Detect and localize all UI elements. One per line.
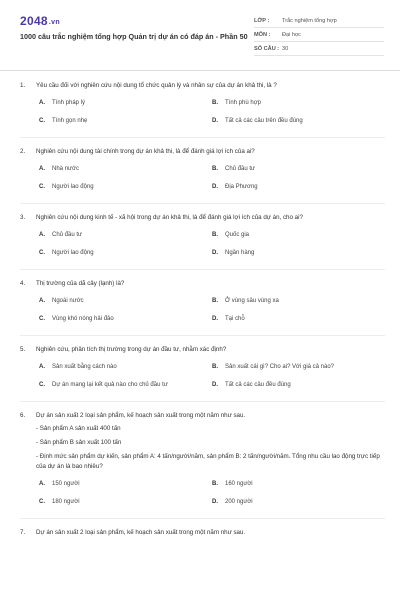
detail-line: - Sản phẩm A sản xuất 400 tấn: [36, 425, 121, 432]
question-divider: [20, 269, 385, 270]
option-letter: C.: [39, 316, 45, 322]
meta-label: MÔN :: [254, 31, 271, 38]
option-c[interactable]: [39, 313, 212, 326]
question-divider: [20, 203, 385, 204]
question-item: [20, 345, 385, 402]
question-text: [20, 81, 385, 91]
option-a[interactable]: [39, 97, 212, 110]
question-number: 3.: [20, 214, 26, 221]
meta-label: LỚP :: [254, 17, 270, 24]
option-text: Nhà nước: [52, 166, 79, 172]
option-letter: B.: [212, 298, 218, 304]
option-text: 200 người: [225, 499, 253, 505]
option-a[interactable]: [39, 295, 212, 308]
option-a[interactable]: [39, 361, 212, 374]
question-text: [20, 147, 385, 157]
question-body: Nghiên cứu nội dung tài chính trong dự án khả thi, là để đánh giá lợi ích của ai?: [36, 148, 255, 155]
meta-row-class: [254, 14, 384, 28]
option-letter: D.: [212, 118, 218, 124]
question-number: 5.: [20, 346, 26, 353]
option-letter: A.: [39, 100, 45, 106]
question-divider: [20, 518, 385, 519]
option-letter: A.: [39, 364, 45, 370]
meta-label: SỐ CÂU :: [254, 45, 280, 52]
options-grid: [20, 295, 385, 326]
question-divider: [20, 137, 385, 138]
question-number: 1.: [20, 82, 26, 89]
question-number: 2.: [20, 148, 26, 155]
site-logo[interactable]: [20, 14, 60, 28]
option-letter: B.: [212, 232, 218, 238]
option-d[interactable]: [212, 181, 385, 194]
option-d[interactable]: [212, 313, 385, 326]
page-header: [0, 0, 400, 70]
detail-line: - Định mức sản phẩm dự kiến, sản phẩm A: 4 tấn/người/năm, sản phẩm B: 2 tấn/người/năm. Tổng nhu cầu lao động trực tiếp của dự án là bao nhiêu?: [36, 453, 380, 470]
option-letter: A.: [39, 481, 45, 487]
option-text: Ngoài nước: [52, 298, 84, 304]
question-number: 6.: [20, 412, 26, 419]
option-letter: C.: [39, 118, 45, 124]
document-title: 1000 câu trắc nghiệm tổng hợp Quản trị dự án có đáp án - Phần 50: [20, 32, 248, 41]
option-text: Tính phù hợp: [225, 100, 261, 106]
option-c[interactable]: [39, 379, 212, 392]
option-b[interactable]: [212, 229, 385, 242]
option-text: Sản xuất cái gì? Cho ai? Với giá cả nào?: [225, 364, 335, 370]
question-item: [20, 147, 385, 204]
question-text: [20, 345, 385, 355]
option-b[interactable]: [212, 478, 385, 491]
question-body: Nghiên cứu nội dung kinh tế - xã hội trong dự án khả thi, là để đánh giá lợi ích của dự án, cho ai?: [36, 214, 303, 221]
question-text: [20, 528, 385, 538]
question-list: [20, 81, 385, 547]
option-b[interactable]: [212, 97, 385, 110]
option-letter: B.: [212, 166, 218, 172]
question-item: [20, 81, 385, 138]
option-letter: D.: [212, 184, 218, 190]
question-details: [20, 424, 385, 472]
option-text: Tại chỗ: [225, 316, 245, 322]
option-letter: D.: [212, 499, 218, 505]
option-text: Quốc gia: [225, 232, 250, 238]
options-grid: [20, 229, 385, 260]
options-grid: [20, 361, 385, 392]
meta-row-subject: [254, 28, 384, 42]
option-a[interactable]: [39, 163, 212, 176]
option-text: Người lao động: [52, 184, 94, 190]
option-text: 180 người: [52, 499, 80, 505]
option-text: Dự án mang lại kết quả nào cho chủ đầu tư: [52, 382, 168, 388]
option-text: Tính gọn nhẹ: [52, 118, 88, 124]
option-text: Tất cả các câu trên đều đúng: [225, 118, 303, 124]
option-a[interactable]: [39, 478, 212, 491]
question-text: [20, 279, 385, 289]
logo-suffix: .vn: [48, 19, 60, 26]
option-letter: D.: [212, 382, 218, 388]
option-text: Ngân hàng: [225, 250, 255, 256]
question-text: [20, 411, 385, 421]
question-body: Yêu cầu đối với nghiên cứu nội dung tổ chức quản lý và nhân sự của dự án khả thi, là ?: [36, 82, 277, 89]
option-a[interactable]: [39, 229, 212, 242]
meta-row-count: [254, 42, 384, 56]
meta-value: Trắc nghiệm tổng hợp: [282, 17, 337, 24]
option-text: Sản xuất bằng cách nào: [52, 364, 117, 370]
question-divider: [20, 335, 385, 336]
question-body: Dự án sản xuất 2 loại sản phẩm, kế hoạch sản xuất trong một năm như sau.: [36, 529, 246, 536]
option-text: 160 người: [225, 481, 253, 487]
option-text: Chủ đầu tư: [225, 166, 256, 172]
option-d[interactable]: [212, 115, 385, 128]
option-b[interactable]: [212, 163, 385, 176]
question-divider: [20, 401, 385, 402]
option-b[interactable]: [212, 295, 385, 308]
option-letter: D.: [212, 250, 218, 256]
option-letter: C.: [39, 250, 45, 256]
option-c[interactable]: [39, 247, 212, 260]
option-letter: A.: [39, 232, 45, 238]
option-letter: B.: [212, 100, 218, 106]
question-number: 7.: [20, 529, 26, 536]
option-text: Người lao động: [52, 250, 94, 256]
option-letter: D.: [212, 316, 218, 322]
option-text: 150 người: [52, 481, 80, 487]
option-text: Tất cả các câu đều đúng: [225, 382, 291, 388]
option-letter: C.: [39, 499, 45, 505]
question-item: [20, 411, 385, 519]
option-b[interactable]: [212, 361, 385, 374]
question-body: Thị trường của dã cây (lạnh) là?: [36, 280, 125, 287]
option-letter: B.: [212, 364, 218, 370]
question-item: [20, 213, 385, 270]
option-letter: A.: [39, 166, 45, 172]
question-item: [20, 279, 385, 336]
question-text: [20, 213, 385, 223]
option-text: Tính pháp lý: [52, 100, 86, 106]
question-number: 4.: [20, 280, 26, 287]
logo-text: 2048: [20, 14, 48, 28]
option-text: Chủ đầu tư: [52, 232, 83, 238]
meta-value: 30: [282, 45, 289, 52]
option-text: Ở vùng sâu vùng xa: [225, 298, 279, 304]
option-letter: A.: [39, 298, 45, 304]
question-body: Nghiên cứu, phân tích thị trường trong dự án đầu tư, nhằm xác định?: [36, 346, 227, 353]
option-letter: B.: [212, 481, 218, 487]
option-d[interactable]: [212, 379, 385, 392]
option-text: Địa Phương: [225, 184, 258, 190]
header-divider: [0, 70, 400, 71]
options-grid: [20, 97, 385, 128]
document-meta: [254, 14, 384, 56]
options-grid: [20, 163, 385, 194]
option-d[interactable]: [212, 496, 385, 509]
option-c[interactable]: [39, 115, 212, 128]
option-text: Vùng khó nóng hải đảo: [52, 316, 114, 322]
meta-value: Đại học: [282, 31, 301, 38]
option-letter: C.: [39, 382, 45, 388]
option-d[interactable]: [212, 247, 385, 260]
option-letter: C.: [39, 184, 45, 190]
question-item: [20, 528, 385, 538]
question-body: Dự án sản xuất 2 loại sản phẩm, kế hoạch sản xuất trong một năm như sau.: [36, 412, 246, 419]
option-c[interactable]: [39, 496, 212, 509]
option-c[interactable]: [39, 181, 212, 194]
options-grid: [20, 478, 385, 509]
detail-line: - Sản phẩm B sản xuất 100 tấn: [36, 439, 122, 446]
